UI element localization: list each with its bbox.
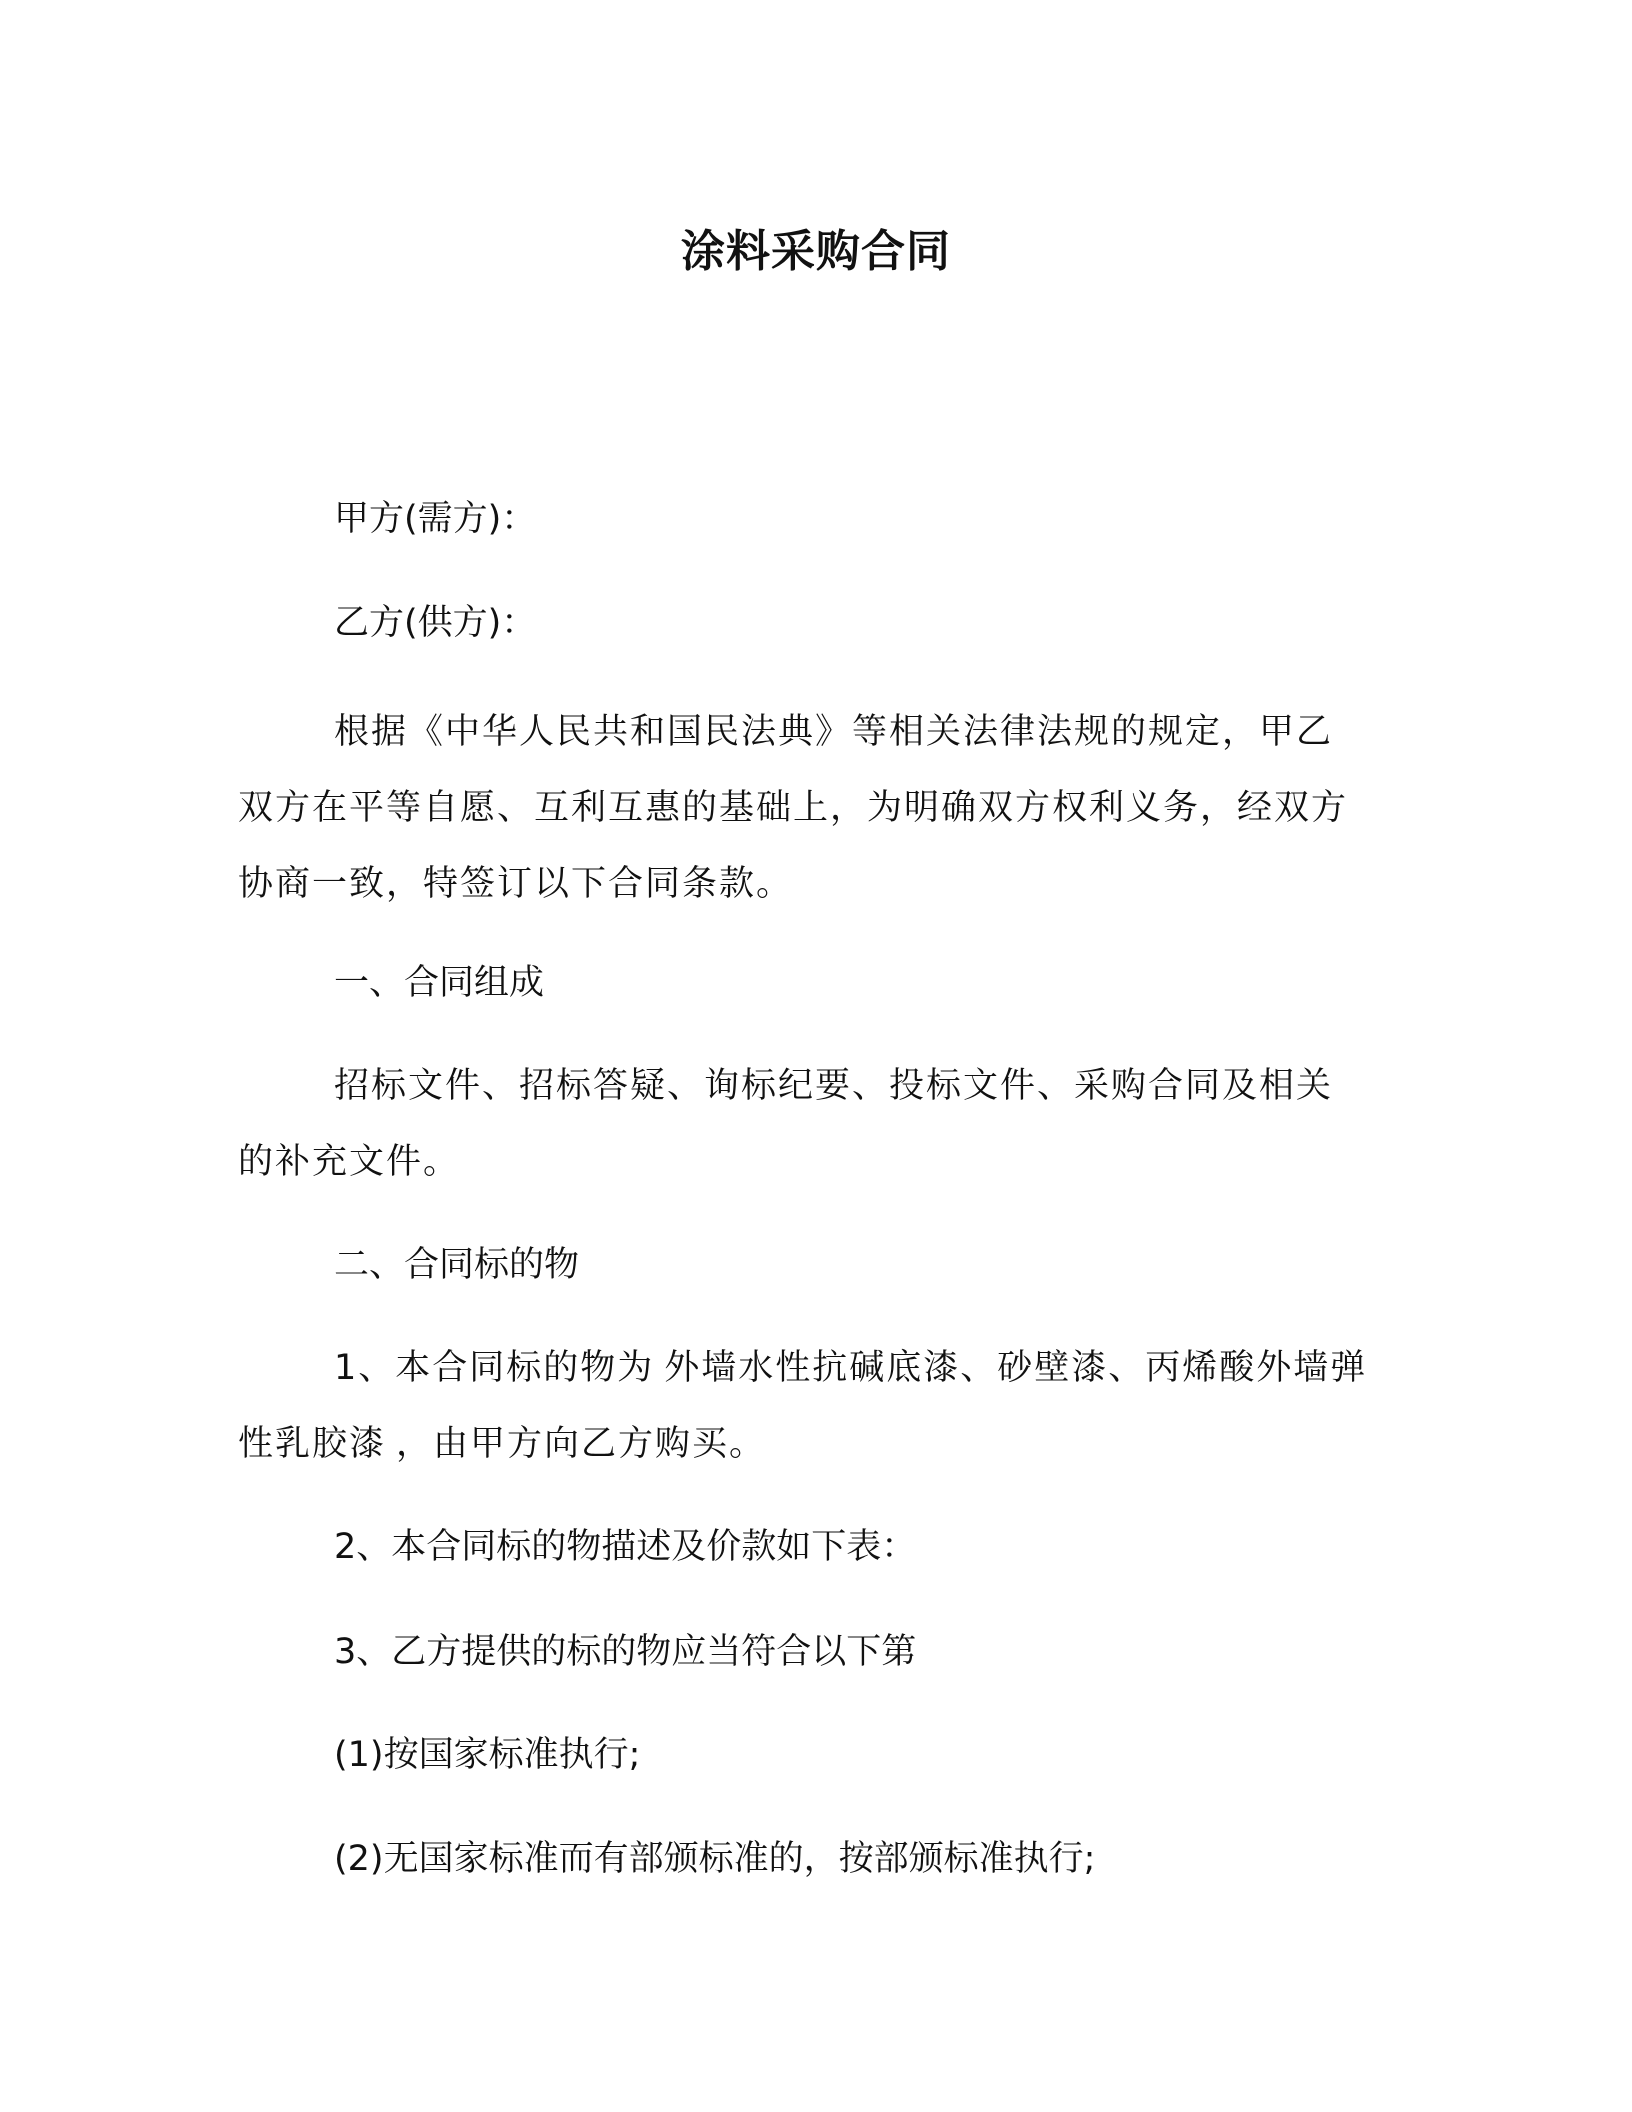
party-b-line: 乙方(供方)： [334, 603, 537, 643]
item1-prefix: 1、本合同标的物为 [334, 1348, 655, 1388]
section1-heading: 一、合同组成 [334, 963, 545, 1003]
item1-suffix: ，由甲方向乙方购买。 [396, 1424, 767, 1464]
item3-line: 3、乙方提供的标的物应当符合以下第 [334, 1632, 917, 1672]
party-a-line: 甲方(需方)： [334, 499, 537, 539]
item3-1-line: (1)按国家标准执行; [334, 1735, 641, 1775]
document-title: 涂料采购合同 [681, 226, 951, 277]
item1-products: 外墙水性抗碱底漆、砂壁漆、丙烯酸外墙弹性乳胶漆 [238, 1348, 1368, 1464]
item3-2-line: (2)无国家标准而有部颁标准的，按部颁标准执行; [334, 1839, 1096, 1879]
section1-body: 招标文件、招标答疑、询标纪要、投标文件、采购合同及相关的补充文件。 [238, 1066, 1334, 1182]
item1-paragraph [238, 1330, 1368, 1482]
section2-heading: 二、合同标的物 [334, 1245, 580, 1285]
preamble-paragraph: 根据《中华人民共和国民法典》等相关法律法规的规定，甲乙双方在平等自愿、互利互惠的基础上，为明确双方权利义务，经双方协商一致，特签订以下合同条款。 [238, 712, 1349, 904]
item2-line: 2、本合同标的物描述及价款如下表： [334, 1527, 917, 1567]
